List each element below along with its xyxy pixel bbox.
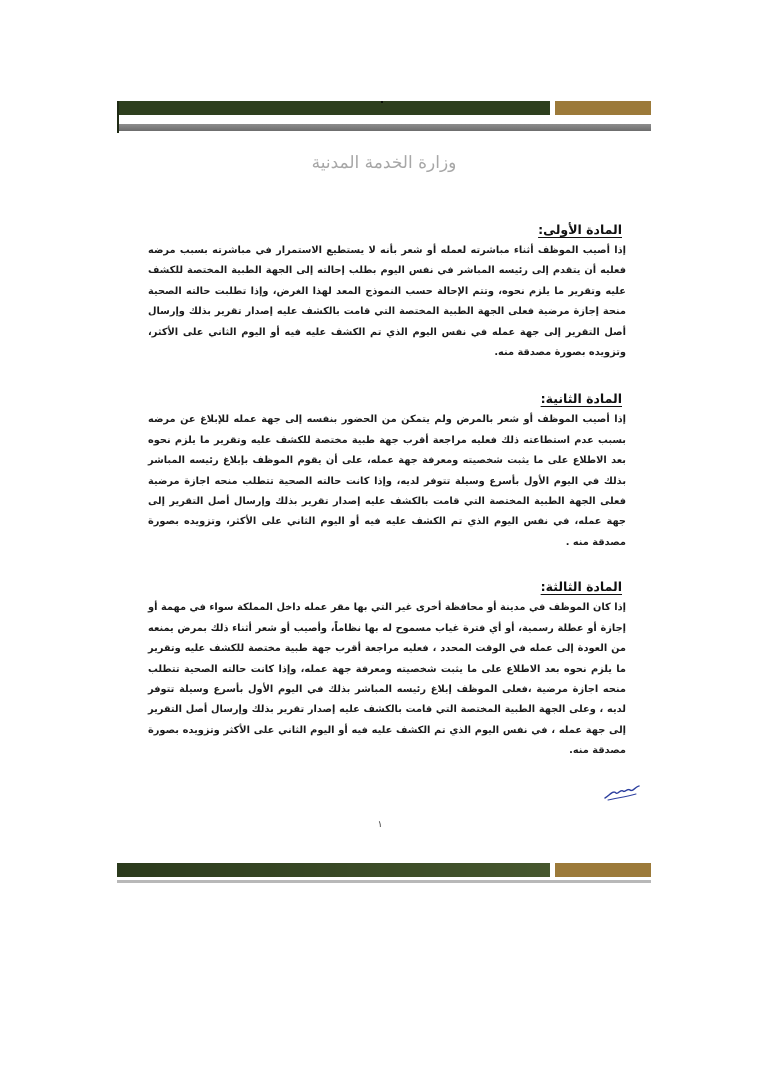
article-2 <box>148 391 626 553</box>
header-gray-bar <box>117 124 651 131</box>
article-3 <box>148 579 626 761</box>
footer-green-bar <box>117 863 550 877</box>
article-heading: المادة الثالثة: <box>540 579 622 595</box>
article-text: إذا كان الموظف في مدينة أو محافظة أخرى غير التي بها مقر عمله داخل المملكة سواء في مهمة أو إجازة أو عطلة رسمية، أو أي فترة غياب مسموح له بها نظاماً، وأصيب أو شعر أثناء ذلك بمرض يمنعه من العودة إلى عمله في الوقت المحدد ، فعليه مراجعة أقرب جهة طبية مختصة للكشف عليه وتقرير ما يلزم نحوه بعد الاطلاع على ما يثبت شخصيته ومعرفة جهة عمله، وإذا كانت حالته الصحية تتطلب منحه اجازة مرضية ،فعلى الموظف إبلاغ رئيسه المباشر بذلك في اليوم الأول بأسرع وسيلة تتوفر لديه ، وعلى الجهة الطبية المختصة التي قامت بالكشف عليه إصدار تقرير بذلك وإرسال أصل التقرير إلى جهة عمله ، في نفس اليوم الذي تم الكشف عليه فيه أو اليوم الثاني على الأكثر وتزويده بصورة مصدقة منه. <box>148 602 626 757</box>
header-green-bar <box>117 101 550 115</box>
ministry-title: وزارة الخدمة المدنية <box>311 153 457 173</box>
article-text: إذا أصيب الموظف أثناء مباشرته لعمله أو شعر بأنه لا يستطيع الاستمرار في مباشرته بسبب مرضه فعليه أن يتقدم إلى رئيسه المباشر في نفس اليوم بطلب إحالته إلى الجهة الطبية المختصة للكشف عليه وتقرير ما يلزم نحوه، وتتم الإحالة حسب النموذج المعد لهذا الغرض، وإذا تطلبت حالته الصحية منحة إجازة مرضية فعلى الجهة الطبية المختصة التي قامت بالكشف عليه إصدار تقرير بذلك وإرسال أصل التقرير إلى جهة عمله في نفس اليوم الذي تم الكشف عليه فيه أو اليوم الثاني على الأكثر، وتزويده بصورة مصدقة منه. <box>148 245 626 359</box>
article-heading: المادة الثانية: <box>540 391 622 407</box>
header-left-rule <box>117 101 119 133</box>
footer-gray-bar <box>117 880 651 883</box>
article-text: إذا أصيب الموظف أو شعر بالمرض ولم يتمكن من الحضور بنفسه إلى جهة عمله للإبلاغ عن مرضه بسبب عدم استطاعته ذلك فعليه مراجعة أقرب جهة طبية مختصة للكشف عليه وتقرير ما يلزم نحوه بعد الاطلاع على ما يثبت شخصيته ومعرفة جهة عمله، على أن يقوم الموظف بإبلاغ رئيسه المباشر بذلك في اليوم الأول بأسرع وسيلة تتوفر لديه، وإذا كانت حالته الصحية تتطلب منحه اجازة مرضية فعلى الجهة الطبية المختصة التي قامت بالكشف عليه إصدار تقرير بذلك وإرسال أصل التقرير إلى جهة عمله، في نفس اليوم الذي تم الكشف عليه فيه أو اليوم الثاني على الأكثر، وتزويده بصورة مصدقة منه . <box>148 414 626 548</box>
signature-mark <box>602 781 642 803</box>
header-gold-bar <box>555 101 651 115</box>
footer-gold-bar <box>555 863 651 877</box>
header-dot-mark <box>381 101 383 103</box>
document-body <box>148 222 626 790</box>
article-heading: المادة الأولى: <box>538 222 622 237</box>
page-number: ١ <box>377 820 383 830</box>
article-1 <box>148 222 626 363</box>
